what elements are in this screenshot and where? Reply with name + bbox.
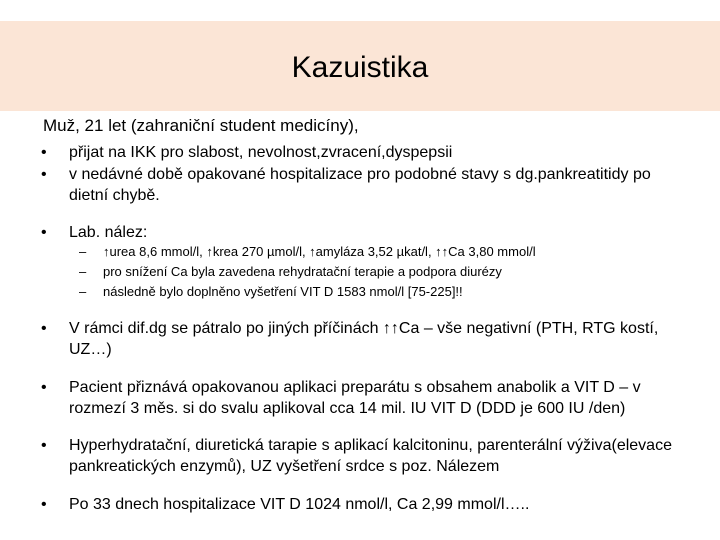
bullet-patient-admits: [43, 377, 673, 419]
bullet-marker: •: [41, 166, 47, 183]
bullet-history: [43, 164, 673, 206]
bullet-marker: •: [41, 320, 47, 337]
lab-heading: Lab. nález:: [69, 224, 148, 241]
bullet-therapy: [43, 435, 673, 477]
bullet-text: přijat na IKK pro slabost, nevolnost,zvracení,dyspepsii: [69, 144, 453, 161]
dash-marker: –: [79, 284, 87, 299]
bullet-text: Pacient přiznává opakovanou aplikaci preparátu s obsahem anabolik a VIT D – v rozmezí 3 měs. si do svalu aplikoval cca 14 mil. IU VIT D (DDD je 600 IU /den): [69, 379, 641, 417]
lab-item-text: následně bylo doplněno vyšetření VIT D 1583 nmol/l [75-225]!!: [103, 284, 463, 299]
bullet-admission: [43, 142, 673, 163]
bullet-text: v nedávné době opakované hospitalizace pro podobné stavy s dg.pankreatitidy po dietní chybě.: [69, 166, 651, 204]
patient-intro: Muž, 21 let (zahraniční student medicíny),: [43, 116, 359, 135]
lab-item: [79, 243, 642, 260]
lab-item: [79, 283, 642, 300]
bullet-text: V rámci dif.dg se pátralo po jiných příčinách ↑↑Ca – vše negativní (PTH, RTG kostí, UZ…): [69, 320, 659, 358]
bullet-marker: •: [41, 224, 47, 241]
lab-item-text: ↑urea 8,6 mmol/l, ↑krea 270 µmol/l, ↑amyláza 3,52 µkat/l, ↑↑Ca 3,80 mmol/l: [103, 244, 536, 259]
lab-item: [79, 263, 642, 280]
slide-title: Kazuistika: [291, 51, 429, 84]
bullet-differential-dg: [43, 318, 673, 360]
bullet-marker: •: [41, 144, 47, 161]
bullet-text: Po 33 dnech hospitalizace VIT D 1024 nmol/l, Ca 2,99 mmol/l…..: [69, 496, 530, 513]
bullet-text: Hyperhydratační, diuretická tarapie s aplikací kalcitoninu, parenterální výživa(elevace pankreatických enzymů), UZ vyšetření srdce s poz. Nálezem: [69, 437, 672, 475]
bullet-marker: •: [41, 496, 47, 513]
dash-marker: –: [79, 244, 87, 259]
lab-item-text: pro snížení Ca byla zavedena rehydratační terapie a podpora diurézy: [103, 264, 502, 279]
bullet-lab-heading: [43, 222, 673, 243]
dash-marker: –: [79, 264, 87, 279]
bullet-marker: •: [41, 437, 47, 454]
bullet-marker: •: [41, 379, 47, 396]
bullet-outcome: [43, 494, 673, 515]
